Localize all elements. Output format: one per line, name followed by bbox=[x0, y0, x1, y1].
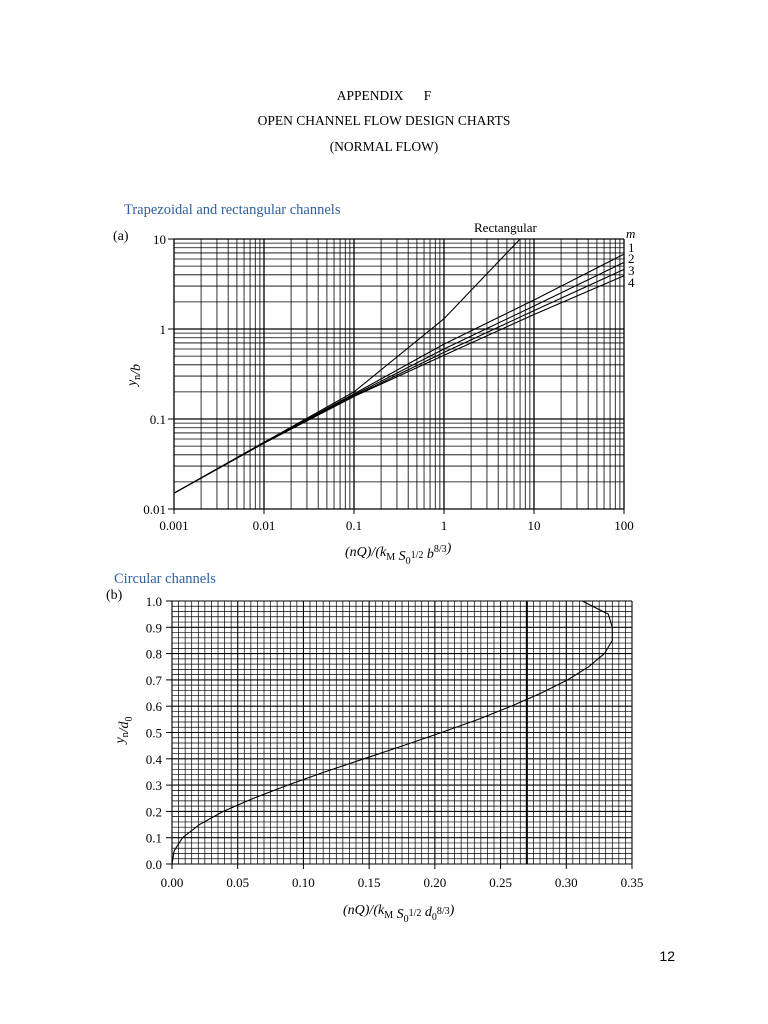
y-tick-label: 0.01 bbox=[143, 502, 166, 517]
x-tick-label: 0.001 bbox=[159, 518, 189, 533]
series-label-m4: 4 bbox=[628, 275, 635, 290]
x-tick-label: 0.1 bbox=[345, 518, 363, 533]
y-tick-label: 1.0 bbox=[145, 594, 162, 609]
document-subtitle: (NORMAL FLOW) bbox=[329, 139, 439, 154]
x-tick-label: 0.25 bbox=[489, 875, 512, 890]
appendix-title: APPENDIX F bbox=[336, 88, 432, 103]
y-tick-label: 0.2 bbox=[145, 804, 162, 820]
x-tick-label: 0.05 bbox=[226, 875, 250, 890]
x-tick-label: 0.20 bbox=[423, 875, 447, 890]
y-tick-label: 0.9 bbox=[145, 620, 162, 636]
y-tick-label: 1 bbox=[159, 322, 166, 337]
panel-label-b: (b) bbox=[106, 588, 123, 603]
series-label-m3: 3 bbox=[628, 263, 635, 278]
y-tick-label: 0.0 bbox=[145, 857, 162, 872]
x-axis-label: $(nQ)/(k_M$ $S_0^{1/2}$ $b^{8/3}$) bbox=[345, 541, 452, 567]
section-title-circular: Circular channels bbox=[114, 571, 216, 587]
y-tick-label: 0.8 bbox=[145, 646, 162, 662]
x-tick-label: 10 bbox=[527, 518, 541, 533]
y-axis-label: $y_n/d_0$ bbox=[113, 716, 135, 744]
y-tick-label: 0.1 bbox=[149, 412, 166, 427]
y-tick-label: 0.6 bbox=[145, 699, 162, 715]
annotation-rectangular: Rectangular bbox=[474, 220, 537, 235]
document-title: OPEN CHANNEL FLOW DESIGN CHARTS bbox=[257, 113, 511, 128]
y-tick-label: 0.1 bbox=[145, 830, 162, 846]
x-tick-label: 1 bbox=[440, 518, 448, 533]
panel-label-a: (a) bbox=[113, 229, 129, 244]
x-tick-label: 0.10 bbox=[292, 875, 315, 890]
x-tick-label: 0.00 bbox=[160, 875, 184, 890]
page-number: 12 bbox=[659, 948, 675, 964]
y-tick-label: 0.4 bbox=[145, 751, 162, 767]
x-tick-label: 0.01 bbox=[252, 518, 276, 533]
y-tick-label: 0.3 bbox=[145, 778, 162, 794]
x-tick-label: 0.30 bbox=[554, 875, 578, 890]
series-label-m2: 2 bbox=[628, 251, 635, 266]
y-tick-label: 0.5 bbox=[145, 725, 162, 741]
x-axis-label: $(nQ)/(k_M$ $S_0^{1/2}$ $d_0^{8/3}$) bbox=[343, 903, 455, 925]
x-tick-label: 100 bbox=[614, 518, 634, 533]
x-tick-label: 0.15 bbox=[357, 875, 381, 890]
annotation-m: m bbox=[626, 226, 636, 241]
section-title-trapezoidal: Trapezoidal and rectangular channels bbox=[124, 202, 341, 218]
x-tick-label: 0.35 bbox=[620, 875, 644, 890]
series-label-m1: 1 bbox=[628, 240, 635, 255]
y-tick-label: 10 bbox=[153, 232, 166, 247]
y-tick-label: 0.7 bbox=[145, 672, 162, 688]
y-axis-label: $y_n/b$ bbox=[125, 363, 144, 387]
